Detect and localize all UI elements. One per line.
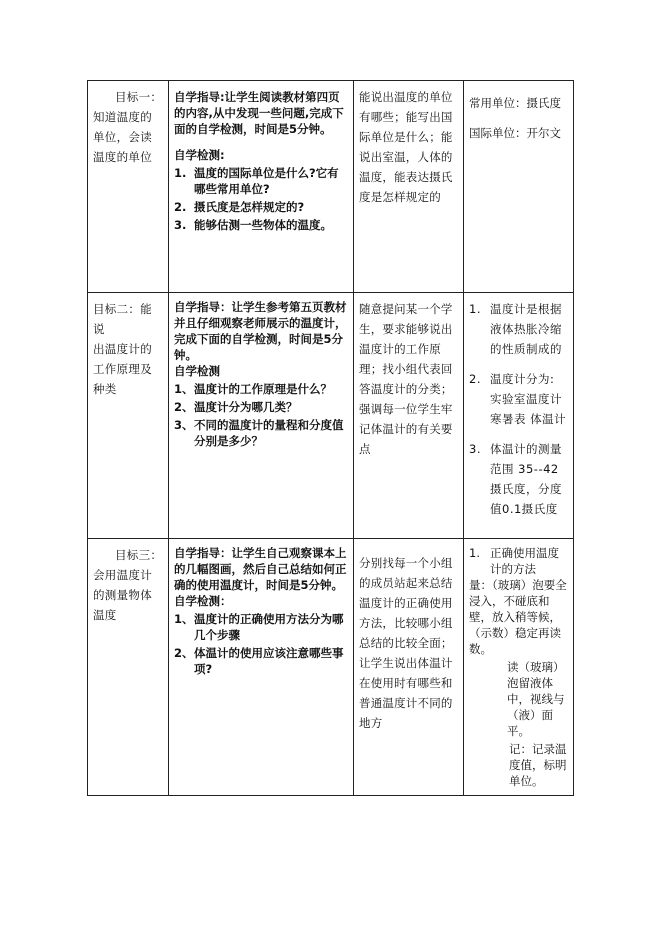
teacher-text: 随意提问某一个学生，要求能够说出温度计的工作原理；找小组代表回答温度计的分类；强调每一位学生牢记体温计的有关要点	[359, 302, 453, 456]
list-item: 2. 温度计分为: 实验室温度计 寒暑表 体温计	[469, 372, 567, 426]
list-item: 1. 温度的国际单位是什么?它有哪些常用单位?	[174, 166, 339, 196]
answer-cell	[464, 81, 574, 293]
guide-intro: 自学指导:让学生阅读教材第四页的内容,从中发现一些问题,完成下面的自学检测，时间是5分钟。	[174, 90, 344, 136]
goal-line: 出温度计的	[93, 342, 152, 356]
answer-line: 常用单位：摄氏度	[469, 96, 561, 110]
guide-intro: 自学指导：让学生自己观察课本上的几幅图画，然后自己总结如何正确的使用温度计，时间是5分钟。	[174, 546, 347, 592]
goal-cell	[88, 539, 169, 796]
goal-line: 温度的单位	[93, 150, 152, 164]
goal-line: 目标三：	[115, 548, 163, 562]
answer-line: 读（玻璃）泡留液体中，视线与（液）面平。	[507, 660, 565, 738]
answer-line: 记：记录温度值，标明单位。	[509, 742, 567, 788]
list-item: 3. 体温计的测量范围 35--42摄氏度，分度值0.1摄氏度	[469, 442, 562, 516]
goal-line: 知道温度的	[93, 110, 152, 124]
check-title: 自学检测：	[174, 594, 232, 608]
lesson-plan-table	[87, 80, 574, 796]
goal-line: 温度	[93, 608, 117, 622]
list-item: 1. 温度计是根据液体热胀冷缩的性质制成的	[469, 302, 562, 356]
check-title: 自学检测	[174, 364, 220, 378]
goal-cell	[88, 293, 169, 539]
teacher-cell	[354, 81, 464, 293]
table-row	[88, 293, 574, 539]
guide-cell	[169, 293, 354, 539]
answer-list	[469, 299, 568, 519]
answer-cell	[464, 293, 574, 539]
question-list	[174, 381, 348, 449]
list-item: 2. 摄氏度是怎样规定的?	[174, 200, 305, 214]
table-row	[88, 81, 574, 293]
list-item: 1、 温度计的工作原理是什么？	[174, 382, 332, 396]
answer-cell	[464, 539, 574, 796]
list-item: 1、 温度计的正确使用方法分为哪几个步骤	[174, 612, 344, 642]
answer-list	[469, 545, 568, 577]
goal-line: 会用温度计	[93, 568, 152, 582]
list-item: 1. 正确使用温度计的方法	[469, 546, 559, 576]
guide-intro: 自学指导：让学生参考第五页教材并且仔细观察老师展示的温度计，完成下面的自学检测，时间是5分钟。	[174, 300, 347, 362]
list-item: 3. 能够估测一些物体的温度。	[174, 218, 332, 232]
guide-cell	[169, 539, 354, 796]
teacher-text: 能说出温度的单位有哪些；能写出国际单位是什么；能说出室温，人体的温度，能表达摄氏度是怎样规定的	[359, 90, 453, 204]
list-item: 3、 不同的温度计的量程和分度值分别是多少？	[174, 418, 344, 448]
answer-line: 量：（玻璃）泡要全浸入，不碰底和壁，放入稍等候，（示数）稳定再读数。	[469, 578, 567, 656]
goal-line: 工作原理及	[93, 362, 152, 376]
table-row	[88, 539, 574, 796]
list-item: 2、 体温计的使用应该注意哪些事项?	[174, 646, 344, 676]
check-title: 自学检测:	[174, 148, 225, 162]
teacher-cell	[354, 293, 464, 539]
guide-cell	[169, 81, 354, 293]
goal-line: 的测量物体	[93, 588, 152, 602]
goal-line: 单位，会读	[93, 130, 152, 144]
teacher-text: 分别找每一个小组的成员站起来总结温度计的正确使用方法，比较哪小组总结的比较全面；让学生说出体温计在使用时有哪些和普通温度计不同的地方	[359, 556, 453, 730]
question-list	[174, 165, 348, 233]
answer-line: 国际单位：开尔文	[469, 126, 561, 140]
goal-line: 种类	[93, 382, 117, 396]
goal-line: 目标二：能说	[93, 302, 152, 336]
goal-cell	[88, 81, 169, 293]
teacher-cell	[354, 539, 464, 796]
goal-line: 目标一：	[115, 90, 163, 104]
question-list	[174, 611, 348, 677]
list-item: 2、 温度计分为哪几类？	[174, 400, 298, 414]
